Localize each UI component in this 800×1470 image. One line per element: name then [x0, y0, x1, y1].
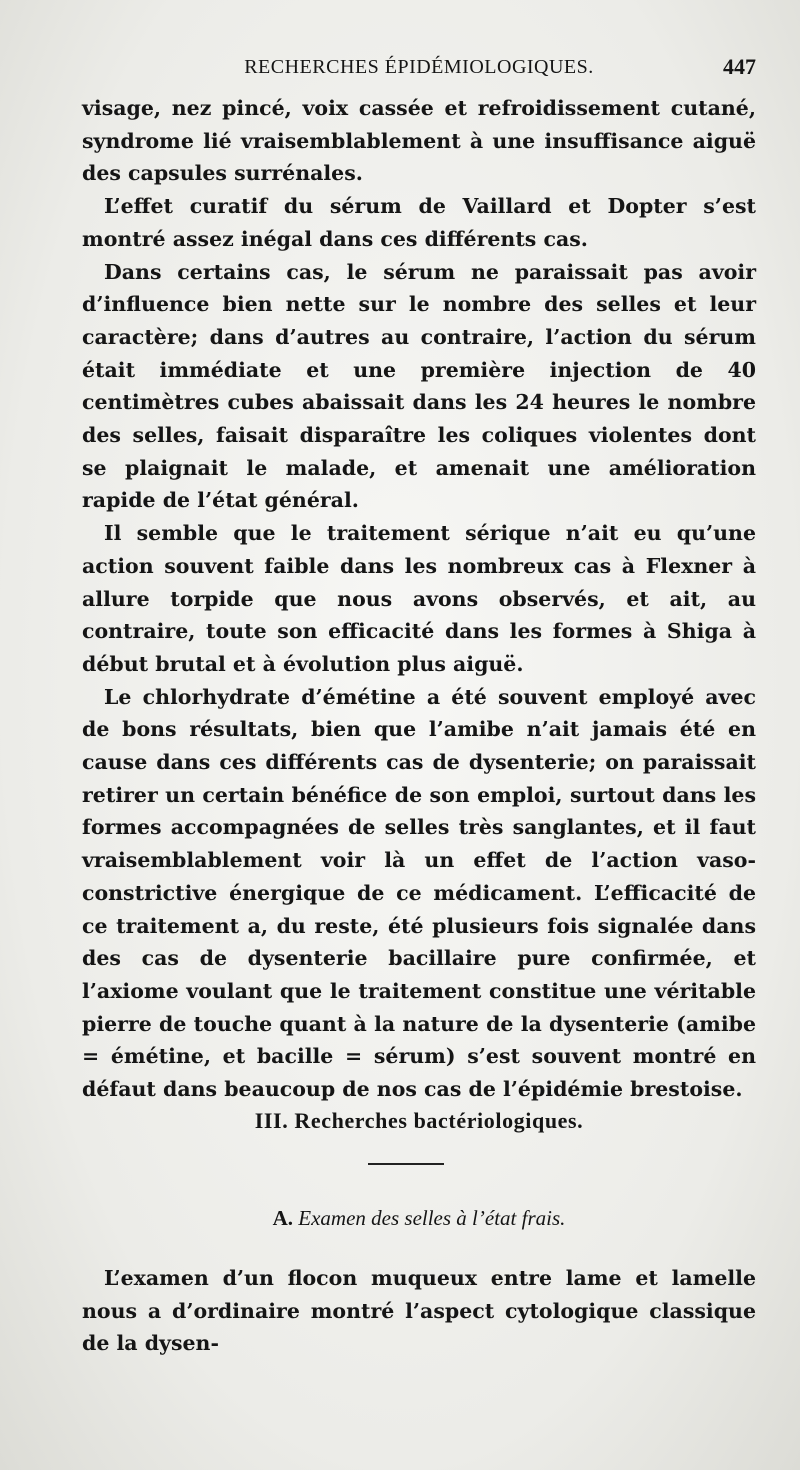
section-heading: III. Recherches bactériologiques. [254, 1108, 584, 1133]
body-text [82, 92, 756, 1106]
final-paragraph-block [82, 1262, 756, 1360]
section-divider [368, 1163, 444, 1165]
paragraph: L’examen d’un flocon muqueux entre lame et lamelle nous a d’ordinaire montré l’aspect cytologique classique de la dysen- [82, 1266, 756, 1356]
subheading-letter: A. [272, 1206, 294, 1230]
subheading-title: Examen des selles à l’état frais. [298, 1206, 566, 1230]
paragraph: Dans certains cas, le sérum ne paraissait pas avoir d’influence bien nette sur le nombre des selles et leur caractère; dans d’autres au contraire, l’action du sérum était immédiate et une première injection de 40 centimètres cubes abaissait dans les 24 heures le nombre des selles, faisait disparaître les coliques violentes dont se plaignait le malade, et amenait une amélioration rapide de l’état général. [82, 259, 756, 513]
running-head [82, 52, 756, 86]
subheading [82, 1206, 756, 1231]
paragraph: visage, nez pincé, voix cassée et refroidissement cutané, syndrome lié vraisemblablement à une insuffisance aiguë des capsules surrénales. [82, 96, 756, 186]
paragraph: Il semble que le traitement sérique n’ait eu qu’une action souvent faible dans les nombreux cas à Flexner à allure torpide que nous avons observés, et ait, au contraire, toute son efficacité dans les formes à Shiga à début brutal et à évolution plus aiguë. [82, 521, 756, 676]
paragraph: Le chlorhydrate d’émétine a été souvent employé avec de bons résultats, bien que l’amibe n’ait jamais été en cause dans ces différents cas de dysenterie; on paraissait retirer un certain bénéfice de son emploi, surtout dans les formes accompagnées de selles très sanglantes, et il faut vraisemblablement voir là un effet de l’action vaso-constrictive énergique de ce médicament. L’efficacité de ce traitement a, du reste, été plusieurs fois signalée dans des cas de dysenterie bacillaire pure confirmée, et l’axiome voulant que le traitement constitue une véritable pierre de touche quant à la nature de la dysenterie (amibe = émétine, et bacille = sérum) s’est souvent montré en défaut dans beaucoup de nos cas de l’épidémie brestoise. [82, 684, 756, 1102]
paragraph: L’effet curatif du sérum de Vaillard et Dopter s’est montré assez inégal dans ces différents cas. [82, 194, 756, 251]
page-number: 447 [723, 54, 756, 79]
running-title: RECHERCHES ÉPIDÉMIOLOGIQUES. [244, 56, 594, 78]
